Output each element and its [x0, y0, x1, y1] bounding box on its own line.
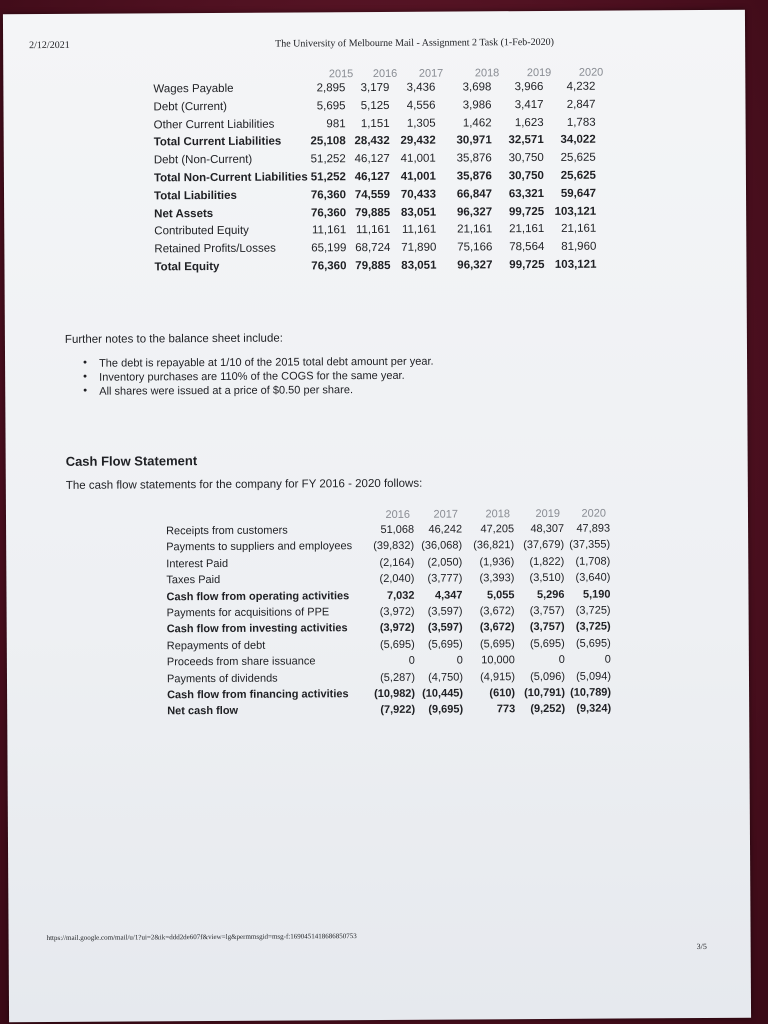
- table-cell: 32,571: [508, 134, 544, 147]
- table-cell: 51,252: [310, 171, 346, 184]
- row-label: Taxes Paid: [166, 574, 221, 587]
- table-cell: (10,982): [374, 687, 416, 700]
- table-cell: 83,051: [400, 206, 437, 219]
- table-cell: 25,625: [560, 169, 596, 182]
- table-cell: (5,287): [380, 671, 416, 684]
- list-item: • Inventory purchases are 110% of the COGS for the same year.: [83, 370, 434, 386]
- row-label: Total Current Liabilities: [153, 135, 282, 149]
- table-cell: 5,055: [486, 588, 515, 601]
- year-label: 2019: [535, 507, 561, 521]
- table-cell: 30,750: [508, 152, 544, 165]
- table-cell: 773: [496, 703, 516, 716]
- table-cell: (36,068): [421, 539, 463, 553]
- table-cell: 1,462: [462, 116, 492, 130]
- table-cell: (3,725): [575, 604, 611, 617]
- table-cell: 46,127: [354, 170, 390, 184]
- table-cell: 103,121: [554, 205, 597, 218]
- table-cell: 3,179: [360, 81, 390, 95]
- table-cell: (3,672): [479, 605, 515, 618]
- year-label: 2015: [328, 68, 354, 81]
- row-label: Total Liabilities: [154, 189, 237, 203]
- table-cell: 0: [456, 654, 463, 667]
- table-cell: 96,327: [456, 205, 493, 219]
- table-cell: (5,094): [576, 670, 612, 683]
- table-cell: 0: [408, 654, 415, 667]
- table-cell: 25,108: [310, 135, 346, 148]
- table-cell: 2,847: [566, 98, 596, 111]
- table-cell: 3,436: [406, 81, 436, 94]
- notes-intro: Further notes to the balance sheet include:: [64, 332, 283, 346]
- table-cell: (37,355): [569, 538, 611, 552]
- cash-flow-title: Cash Flow Statement: [65, 453, 198, 469]
- table-cell: 47,893: [576, 522, 611, 535]
- year-label: 2020: [581, 507, 607, 520]
- table-cell: 79,885: [354, 206, 391, 219]
- table-cell: (5,695): [529, 637, 565, 650]
- year-label: 2017: [418, 67, 444, 80]
- table-cell: (3,972): [379, 605, 415, 618]
- table-cell: (3,510): [529, 572, 565, 585]
- table-cell: (2,050): [427, 556, 463, 569]
- year-label: 2018: [474, 67, 500, 80]
- table-cell: 1,623: [514, 116, 544, 129]
- table-cell: (2,164): [379, 556, 415, 569]
- notes-list: [83, 356, 434, 400]
- table-cell: 1,305: [406, 117, 436, 130]
- row-label: Interest Paid: [166, 557, 229, 571]
- table-cell: 76,360: [310, 206, 347, 219]
- row-label: Wages Payable: [153, 82, 234, 96]
- table-cell: (3,672): [479, 621, 515, 634]
- table-cell: (1,936): [479, 555, 515, 569]
- year-label: 2016: [372, 67, 398, 81]
- table-cell: (3,393): [479, 572, 515, 585]
- row-label: Net cash flow: [167, 705, 239, 718]
- table-cell: (36,821): [473, 539, 515, 552]
- table-cell: (39,832): [373, 540, 415, 553]
- table-cell: (3,725): [575, 620, 611, 634]
- table-cell: (3,597): [427, 605, 463, 618]
- table-cell: 3,698: [462, 81, 492, 94]
- table-cell: (37,679): [523, 539, 565, 552]
- table-cell: 2,895: [316, 82, 346, 95]
- table-cell: 78,564: [509, 241, 545, 254]
- table-cell: (610): [489, 687, 516, 700]
- year-label: 2017: [433, 508, 459, 521]
- table-cell: (5,096): [530, 670, 566, 683]
- table-cell: 21,161: [457, 223, 493, 236]
- table-cell: 41,001: [400, 152, 436, 166]
- table-cell: 5,296: [536, 588, 565, 601]
- row-label: Contributed Equity: [154, 225, 249, 238]
- table-cell: 4,347: [434, 589, 463, 602]
- year-label: 2019: [526, 66, 552, 80]
- table-cell: (3,757): [529, 621, 565, 634]
- table-cell: 41,001: [400, 170, 436, 183]
- table-cell: 99,725: [509, 258, 545, 272]
- footer-url: https://mail.google.com/mail/u/1?ui=2&ik=ddd2de607f&view=lg&permmsgid=msg-f:1690451418686850753: [46, 932, 357, 943]
- table-cell: (5,695): [479, 637, 515, 651]
- table-cell: 4,556: [406, 99, 436, 112]
- table-cell: 70,433: [400, 188, 437, 201]
- cash-flow-year-header: [376, 508, 616, 523]
- table-cell: 0: [604, 653, 611, 666]
- table-cell: 99,725: [508, 205, 545, 218]
- table-cell: (10,791): [524, 686, 566, 700]
- table-cell: (3,757): [529, 604, 565, 618]
- cash-flow-table: [166, 522, 612, 722]
- table-cell: 46,242: [428, 523, 463, 536]
- table-cell: 30,971: [456, 134, 492, 147]
- table-cell: 29,432: [400, 135, 436, 148]
- row-label: Total Non-Current Liabilities: [153, 171, 308, 185]
- table-cell: 96,327: [457, 259, 493, 272]
- table-cell: 25,625: [560, 151, 596, 165]
- row-label: Retained Profits/Losses: [154, 242, 276, 256]
- table-cell: 48,307: [530, 522, 565, 536]
- printed-page: [3, 10, 751, 1023]
- table-cell: 74,559: [354, 188, 391, 201]
- row-label: Other Current Liabilities: [153, 118, 275, 131]
- table-cell: (3,640): [575, 571, 611, 584]
- table-cell: 0: [558, 653, 565, 667]
- table-cell: (9,252): [530, 703, 566, 716]
- table-cell: 3,417: [514, 98, 544, 111]
- table-cell: 83,051: [401, 259, 437, 272]
- table-cell: (4,915): [480, 670, 516, 683]
- row-label: Cash flow from investing activities: [166, 622, 348, 636]
- table-cell: 11,161: [311, 224, 347, 237]
- table-cell: 5,695: [316, 99, 346, 113]
- row-label: Cash flow from financing activities: [167, 688, 349, 702]
- table-cell: 4,232: [566, 80, 596, 93]
- table-cell: 3,986: [462, 99, 492, 112]
- list-item: • The debt is repayable at 1/10 of the 2015 total debt amount per year.: [83, 356, 434, 372]
- table-cell: (7,922): [380, 704, 416, 717]
- balance-sheet-table: [153, 80, 597, 279]
- table-cell: 76,360: [310, 188, 347, 202]
- table-cell: (5,695): [427, 638, 463, 651]
- year-label: 2016: [385, 508, 411, 521]
- table-cell: (5,695): [379, 638, 415, 651]
- row-label: Net Assets: [154, 207, 214, 220]
- table-cell: (1,822): [529, 555, 565, 568]
- table-cell: 5,190: [582, 588, 611, 601]
- table-cell: 3,966: [514, 80, 544, 94]
- table-cell: 21,161: [509, 223, 545, 236]
- table-cell: 66,847: [456, 188, 493, 201]
- row-label: Debt (Current): [153, 100, 228, 114]
- table-cell: (9,695): [428, 703, 464, 716]
- table-cell: 47,205: [480, 523, 515, 536]
- row-label: Repayments of debt: [166, 639, 266, 653]
- table-cell: 75,166: [457, 241, 493, 254]
- table-cell: 981: [326, 117, 346, 130]
- table-cell: 1,783: [566, 116, 596, 129]
- table-cell: (3,777): [427, 572, 463, 585]
- table-cell: 35,876: [456, 170, 492, 183]
- table-cell: 34,022: [560, 134, 596, 147]
- table-cell: 28,432: [354, 135, 390, 148]
- table-cell: 103,121: [554, 258, 597, 271]
- table-cell: 35,876: [456, 152, 492, 165]
- print-title: The University of Melbourne Mail - Assignment 2 Task (1-Feb-2020): [275, 36, 554, 50]
- page-number: 3/5: [696, 941, 707, 952]
- table-cell: 5,125: [360, 99, 390, 112]
- row-label: Debt (Non-Current): [153, 153, 253, 167]
- table-cell: (2,040): [379, 572, 415, 586]
- table-cell: 65,199: [311, 242, 347, 255]
- table-cell: 76,360: [311, 260, 347, 273]
- table-cell: 63,321: [508, 187, 545, 200]
- table-cell: 30,750: [508, 169, 544, 183]
- row-label: Proceeds from share issuance: [166, 655, 316, 669]
- table-cell: (9,324): [576, 702, 612, 716]
- table-cell: 46,127: [354, 153, 390, 166]
- row-label: Cash flow from operating activities: [166, 589, 350, 603]
- table-cell: 11,161: [401, 224, 437, 237]
- table-cell: 79,885: [355, 259, 391, 273]
- table-cell: 10,000: [481, 654, 515, 667]
- table-cell: (1,708): [575, 555, 611, 568]
- table-cell: 81,960: [561, 240, 597, 254]
- table-cell: (4,750): [428, 670, 464, 684]
- table-cell: 68,724: [355, 242, 391, 255]
- year-label: 2020: [578, 66, 604, 79]
- table-cell: (3,972): [379, 622, 415, 635]
- print-date: 2/12/2021: [29, 39, 70, 52]
- table-cell: (10,445): [422, 687, 464, 700]
- table-cell: 59,647: [560, 187, 597, 200]
- table-cell: (3,597): [427, 621, 463, 635]
- year-label: 2018: [485, 508, 511, 521]
- list-item: • All shares were issued at a price of $0.50 per share.: [83, 384, 434, 400]
- row-label: Payments for acquisitions of PPE: [166, 606, 330, 620]
- cash-flow-intro: The cash flow statements for the company for FY 2016 - 2020 follows:: [65, 477, 423, 492]
- row-label: Payments to suppliers and employees: [166, 540, 353, 554]
- table-cell: 51,068: [380, 523, 415, 536]
- table-cell: 1,151: [360, 117, 390, 130]
- row-label: Receipts from customers: [166, 524, 288, 538]
- table-cell: (5,695): [575, 637, 611, 650]
- row-label: Payments of dividends: [166, 672, 278, 685]
- table-cell: (10,789): [570, 686, 612, 699]
- table-cell: 11,161: [355, 224, 391, 237]
- table-cell: 7,032: [386, 589, 415, 602]
- row-label: Total Equity: [154, 260, 220, 274]
- table-cell: 21,161: [561, 223, 597, 236]
- table-cell: 71,890: [401, 241, 437, 255]
- table-cell: 51,252: [310, 153, 346, 166]
